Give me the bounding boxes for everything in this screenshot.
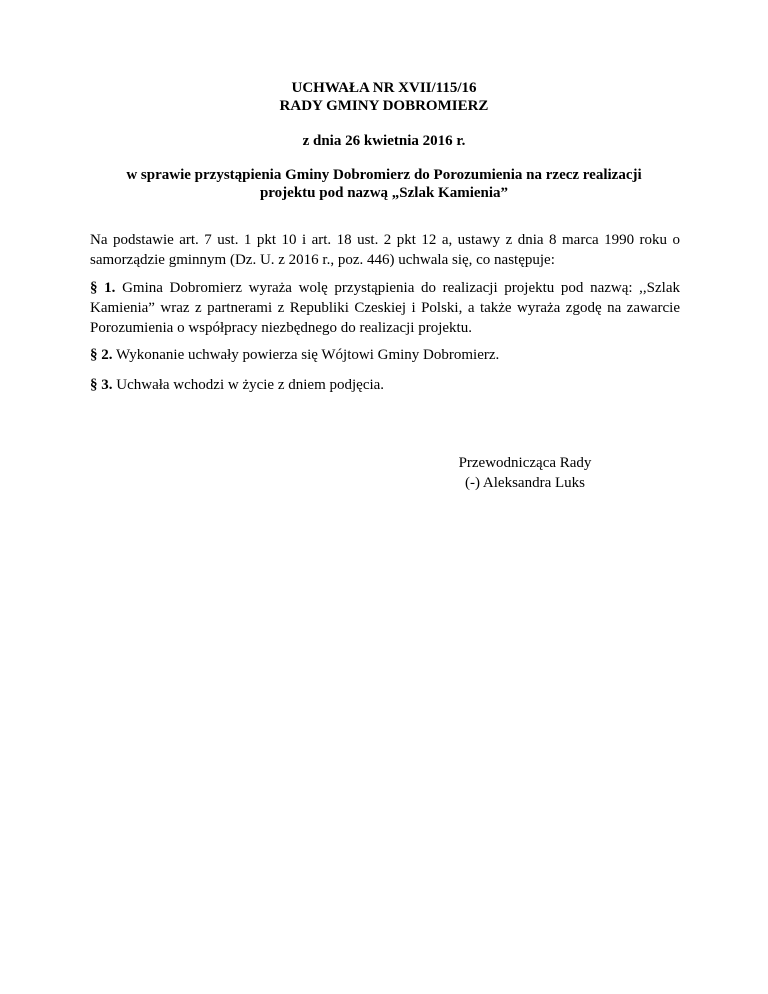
signatory-role: Przewodnicząca Rady bbox=[458, 455, 592, 471]
resolution-number: UCHWAŁA NR XVII/115/16 bbox=[291, 80, 477, 96]
signature-block bbox=[440, 453, 610, 493]
signatory-name: (-) Aleksandra Luks bbox=[465, 475, 585, 491]
subject-line-1: w sprawie przystąpienia Gminy Dobromierz do Porozumienia na rzecz realizacji bbox=[126, 167, 642, 183]
council-name: RADY GMINY DOBROMIERZ bbox=[279, 98, 489, 114]
resolution-title bbox=[0, 79, 768, 115]
resolution-date: z dnia 26 kwietnia 2016 r. bbox=[302, 133, 466, 149]
paragraph-2 bbox=[90, 345, 680, 365]
resolution-subject bbox=[0, 166, 768, 202]
legal-basis: Na podstawie art. 7 ust. 1 pkt 10 i art. 18 ust. 2 pkt 12 a, ustawy z dnia 8 marca 1990 roku o samorządzie gminnym (Dz. U. z 2016 r., poz. 446) uchwala się, co następuje: bbox=[90, 232, 680, 268]
paragraph-1 bbox=[90, 278, 680, 338]
paragraph-3 bbox=[90, 375, 680, 395]
paragraph-2-text: Wykonanie uchwały powierza się Wójtowi Gminy Dobromierz. bbox=[115, 347, 500, 363]
paragraph-1-text: Gmina Dobromierz wyraża wolę przystąpienia do realizacji projektu pod nazwą: ,,Szlak Kamienia” wraz z partnerami z Republiki Czeskiej i Polski, a także wyraża zgodę na zawarcie Porozumienia o współpracy niezbędnego do realizacji projektu. bbox=[90, 280, 681, 336]
paragraph-3-marker: § 3. bbox=[90, 377, 113, 393]
paragraph-2-marker: § 2. bbox=[90, 347, 113, 363]
subject-line-2: projektu pod nazwą „Szlak Kamienia” bbox=[259, 185, 509, 201]
paragraph-1-marker: § 1. bbox=[90, 280, 116, 296]
paragraph-3-text: Uchwała wchodzi w życie z dniem podjęcia. bbox=[116, 377, 385, 393]
